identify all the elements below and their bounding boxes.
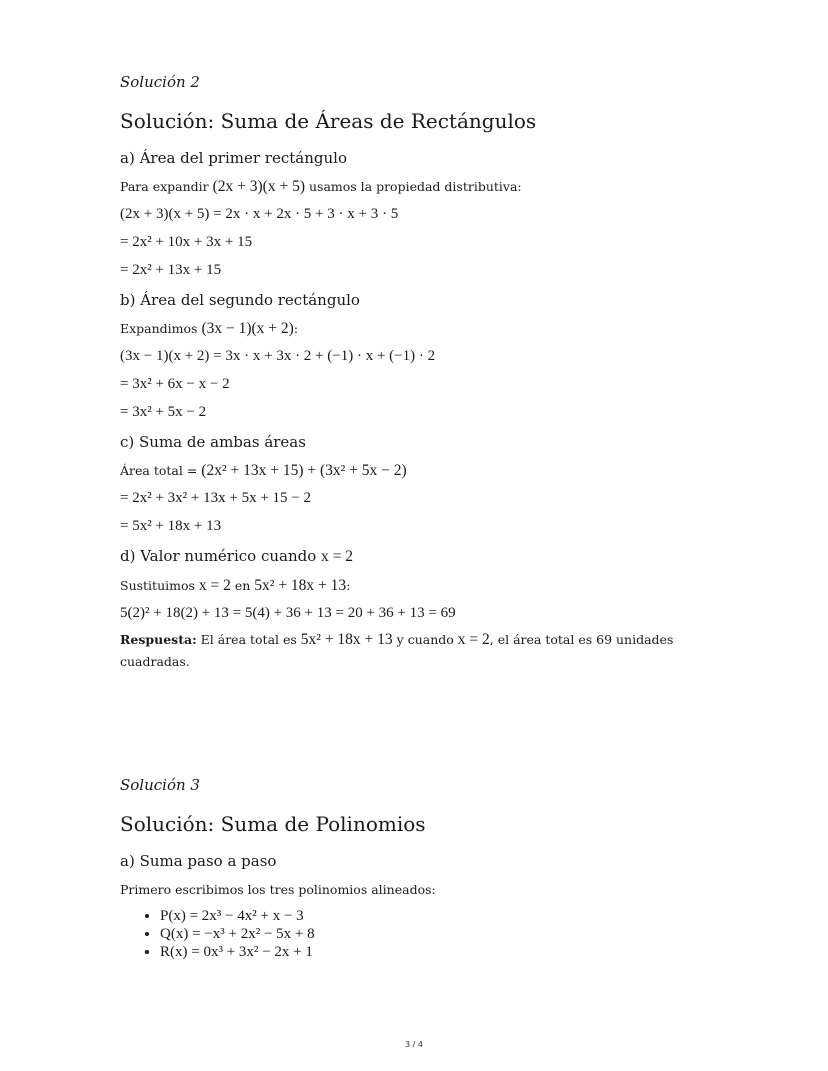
intro-d-text: Sustituimos	[120, 578, 199, 593]
math-line-b3: = 3x² + 5x − 2	[120, 404, 207, 420]
answer-expr-2: x = 2	[457, 631, 490, 648]
title-sol2: Solución: Suma de Áreas de Rectángulos	[120, 109, 537, 133]
heading-d	[120, 544, 720, 569]
intro-d-mid: en	[230, 578, 255, 593]
title-sol3: Solución: Suma de Polinomios	[120, 812, 426, 836]
intro-d-expr2: 5x² + 18x + 13	[254, 577, 347, 594]
section-label-sol3: Solución 3	[120, 776, 200, 794]
list-item-q: • Q(x) = −x³ + 2x² − 5x + 8	[160, 925, 720, 943]
math-line-c1: = 2x² + 3x² + 13x + 5x + 15 − 2	[120, 490, 312, 506]
intro-a	[120, 176, 720, 198]
intro-b	[120, 318, 720, 340]
page-number: 3 / 4	[405, 1040, 423, 1049]
answer-label: Respuesta:	[120, 632, 197, 647]
heading-sol3-a: a) Suma paso a paso	[120, 852, 277, 870]
section-label-sol2: Solución 2	[120, 73, 200, 91]
math-line-a1: (2x + 3)(x + 5) = 2x · x + 2x · 5 + 3 · x + 3 · 5	[120, 206, 399, 222]
math-line-c2: = 5x² + 18x + 13	[120, 518, 222, 534]
page-content	[120, 70, 720, 961]
intro-b-text: Expandimos	[120, 321, 202, 336]
heading-b: b) Área del segundo rectángulo	[120, 291, 360, 309]
list-item-p: • P(x) = 2x³ − 4x² + x − 3	[160, 907, 720, 925]
intro-b-post: :	[293, 321, 299, 336]
polynomial-list	[120, 907, 720, 961]
intro-c	[120, 460, 720, 482]
math-line-a3: = 2x² + 13x + 15	[120, 262, 222, 278]
math-line-b1: (3x − 1)(x + 2) = 3x · x + 3x · 2 + (−1) · x + (−1) · 2	[120, 348, 436, 364]
intro-a-text: Para expandir	[120, 179, 213, 194]
intro-d	[120, 575, 720, 597]
intro-c-expr: (2x² + 13x + 15) + (3x² + 5x − 2)	[201, 462, 407, 479]
intro-c-text: Área total =	[120, 463, 202, 478]
intro-a-expr: (2x + 3)(x + 5)	[212, 178, 305, 195]
intro-b-expr: (3x − 1)(x + 2)	[201, 320, 294, 337]
heading-c: c) Suma de ambas áreas	[120, 433, 306, 451]
intro-d-expr1: x = 2	[198, 577, 231, 594]
heading-d-expr: x = 2	[321, 548, 354, 565]
intro-d-post: :	[346, 578, 351, 593]
answer-expr-1: 5x² + 18x + 13	[300, 631, 393, 648]
math-line-d1: 5(2)² + 18(2) + 13 = 5(4) + 36 + 13 = 20 + 36 + 13 = 69	[120, 605, 456, 621]
heading-d-text: d) Valor numérico cuando	[120, 547, 322, 565]
intro-a-post: usamos la propiedad distributiva:	[305, 179, 522, 194]
math-line-b2: = 3x² + 6x − x − 2	[120, 376, 230, 392]
intro-sol3-a: Primero escribimos los tres polinomios alineados:	[120, 882, 436, 897]
answer-paragraph	[120, 629, 720, 673]
section-spacer	[120, 677, 720, 773]
answer-text-3: , el área total es 69 unidades cuadradas.	[120, 632, 674, 669]
list-item-r: • R(x) = 0x³ + 3x² − 2x + 1	[160, 943, 720, 961]
answer-text-1: El área total es	[196, 632, 301, 647]
answer-text-2: y cuando	[392, 632, 458, 647]
math-line-a2: = 2x² + 10x + 3x + 15	[120, 234, 253, 250]
heading-a: a) Área del primer rectángulo	[120, 149, 347, 167]
